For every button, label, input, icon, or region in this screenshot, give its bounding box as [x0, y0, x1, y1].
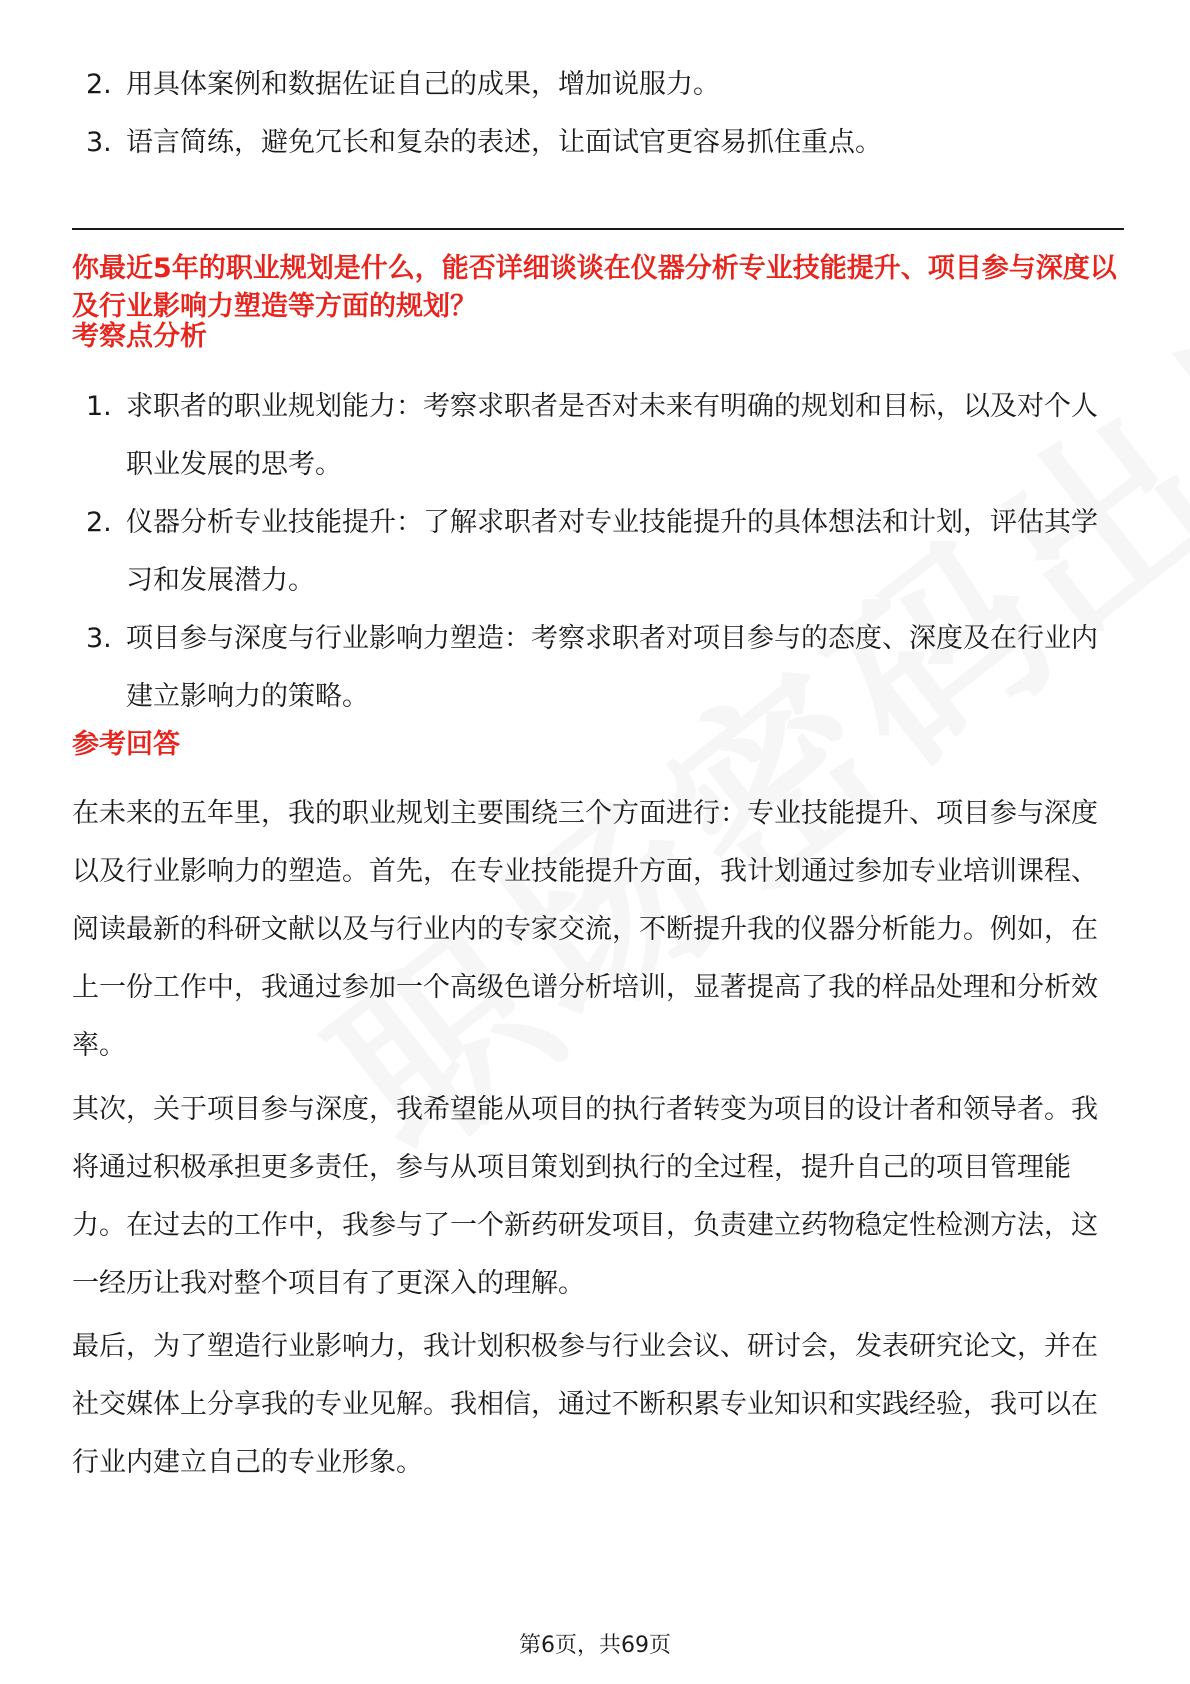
list-item	[72, 610, 1124, 726]
top-list	[72, 56, 1124, 172]
list-item	[72, 114, 1124, 172]
answer-title: 参考回答	[72, 729, 180, 760]
list-number: 2.	[86, 507, 112, 538]
analysis-title: 考察点分析	[72, 321, 207, 352]
list-text: 项目参与深度与行业影响力塑造：考察求职者对项目参与的态度、深度及在行业内建立影响力的策略。	[126, 623, 1098, 712]
document-page	[72, 0, 1124, 1684]
question-heading: 你最近5年的职业规划是什么，能否详细谈谈在仪器分析专业技能提升、项目参与深度以及行业影响力塑造等方面的规划？	[72, 253, 1117, 322]
list-number: 3.	[86, 127, 112, 158]
answer-paragraph: 其次，关于项目参与深度，我希望能从项目的执行者转变为项目的设计者和领导者。我将通过积极承担更多责任，参与从项目策划到执行的全过程，提升自己的项目管理能力。在过去的工作中，我参与了一个新药研发项目，负责建立药物稳定性检测方法，这一经历让我对整个项目有了更深入的理解。	[72, 1094, 1098, 1299]
answer-paragraph: 在未来的五年里，我的职业规划主要围绕三个方面进行：专业技能提升、项目参与深度以及行业影响力的塑造。首先，在专业技能提升方面，我计划通过参加专业培训课程、阅读最新的科研文献以及与行业内的专家交流，不断提升我的仪器分析能力。例如，在上一份工作中，我通过参加一个高级色谱分析培训，显著提高了我的样品处理和分析效率。	[72, 798, 1098, 1061]
list-number: 3.	[86, 623, 112, 654]
list-number: 1.	[86, 391, 112, 422]
answer-paragraph: 最后，为了塑造行业影响力，我计划积极参与行业会议、研讨会，发表研究论文，并在社交媒体上分享我的专业见解。我相信，通过不断积累专业知识和实践经验，我可以在行业内建立自己的专业形象。	[72, 1331, 1098, 1478]
list-text: 语言简练，避免冗长和复杂的表述，让面试官更容易抓住重点。	[126, 127, 882, 158]
list-text: 求职者的职业规划能力：考察求职者是否对未来有明确的规划和目标，以及对个人职业发展的思考。	[126, 391, 1098, 480]
list-item	[72, 494, 1124, 610]
section-divider	[72, 228, 1124, 230]
list-text: 仪器分析专业技能提升：了解求职者对专业技能提升的具体想法和计划，评估其学习和发展潜力。	[126, 507, 1098, 596]
list-item	[72, 56, 1124, 114]
list-number: 2.	[86, 69, 112, 100]
analysis-list	[72, 378, 1124, 726]
list-item	[72, 378, 1124, 494]
page-footer: 第6页，共69页	[519, 1633, 671, 1658]
list-text: 用具体案例和数据佐证自己的成果，增加说服力。	[126, 69, 720, 100]
